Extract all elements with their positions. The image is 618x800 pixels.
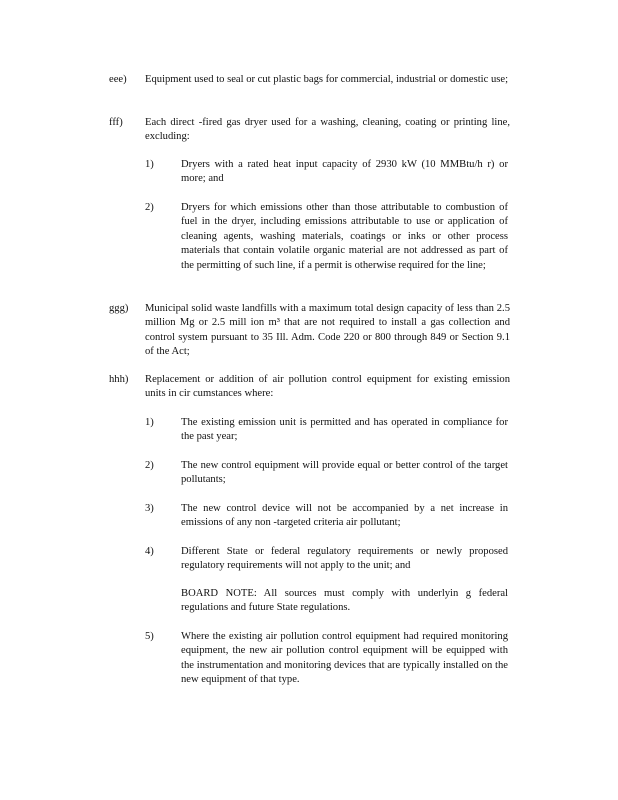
sub-item-number: 5) — [145, 631, 154, 642]
sub-item-number: 1) — [145, 417, 154, 428]
sub-item-number: 4) — [145, 546, 154, 557]
sub-item-number: 3) — [145, 503, 154, 514]
item-label: hhh) — [109, 374, 129, 385]
sub-item-text: Dryers for which emissions other than those attributable to combustion of fuel in the dryer, including emissions attributable to use or application of cleaning agents, washing materials, coatings or inks or other process materials that contain volatile organic material are not addressed as part of the permitting of such line, if a permit is otherwise required for the line; — [181, 202, 508, 271]
item-label: fff) — [109, 117, 123, 128]
sub-item-number: 2) — [145, 202, 154, 213]
item-text: Municipal solid waste landfills with a maximum total design capacity of less than 2.5 million Mg or 2.5 mill ion m³ that are not required to install a gas collection and control system pursuant to 35 Ill. Adm. Code 220 or 800 through 849 or Section 9.1 of the Act; — [145, 303, 510, 358]
item-text: Equipment used to seal or cut plastic bags for commercial, industrial or domestic use; — [145, 74, 509, 85]
sub-item-text: Dryers with a rated heat input capacity of 2930 kW (10 MMBtu/h r) or more; and — [181, 159, 508, 185]
sub-item-text: Different State or federal regulatory requirements or newly proposed regulatory requirements will not apply to the unit; and — [181, 546, 508, 572]
item-label: ggg) — [109, 303, 129, 314]
sub-item-text: The existing emission unit is permitted and has operated in compliance for the past year; — [181, 417, 508, 443]
board-note: BOARD NOTE: All sources must comply with underlyin g federal regulations and future State regulations. — [181, 588, 508, 614]
item-text: Replacement or addition of air pollution control equipment for existing emission units in cir cumstances where: — [145, 374, 510, 400]
sub-item-number: 2) — [145, 460, 154, 471]
item-text: Each direct -fired gas dryer used for a washing, cleaning, coating or printing line, excluding: — [145, 117, 510, 143]
sub-item-text: Where the existing air pollution control equipment had required monitoring equipment, the new air pollution control equipment will be equipped with the instrumentation and monitoring devices that are typically installed on the new equipment of that type. — [181, 631, 508, 686]
sub-item-text: The new control device will not be accompanied by a net increase in emissions of any non -targeted criteria air pollutant; — [181, 503, 508, 529]
sub-item-number: 1) — [145, 159, 154, 170]
item-label: eee) — [109, 74, 127, 85]
sub-item-text: The new control equipment will provide equal or better control of the target pollutants; — [181, 460, 508, 486]
